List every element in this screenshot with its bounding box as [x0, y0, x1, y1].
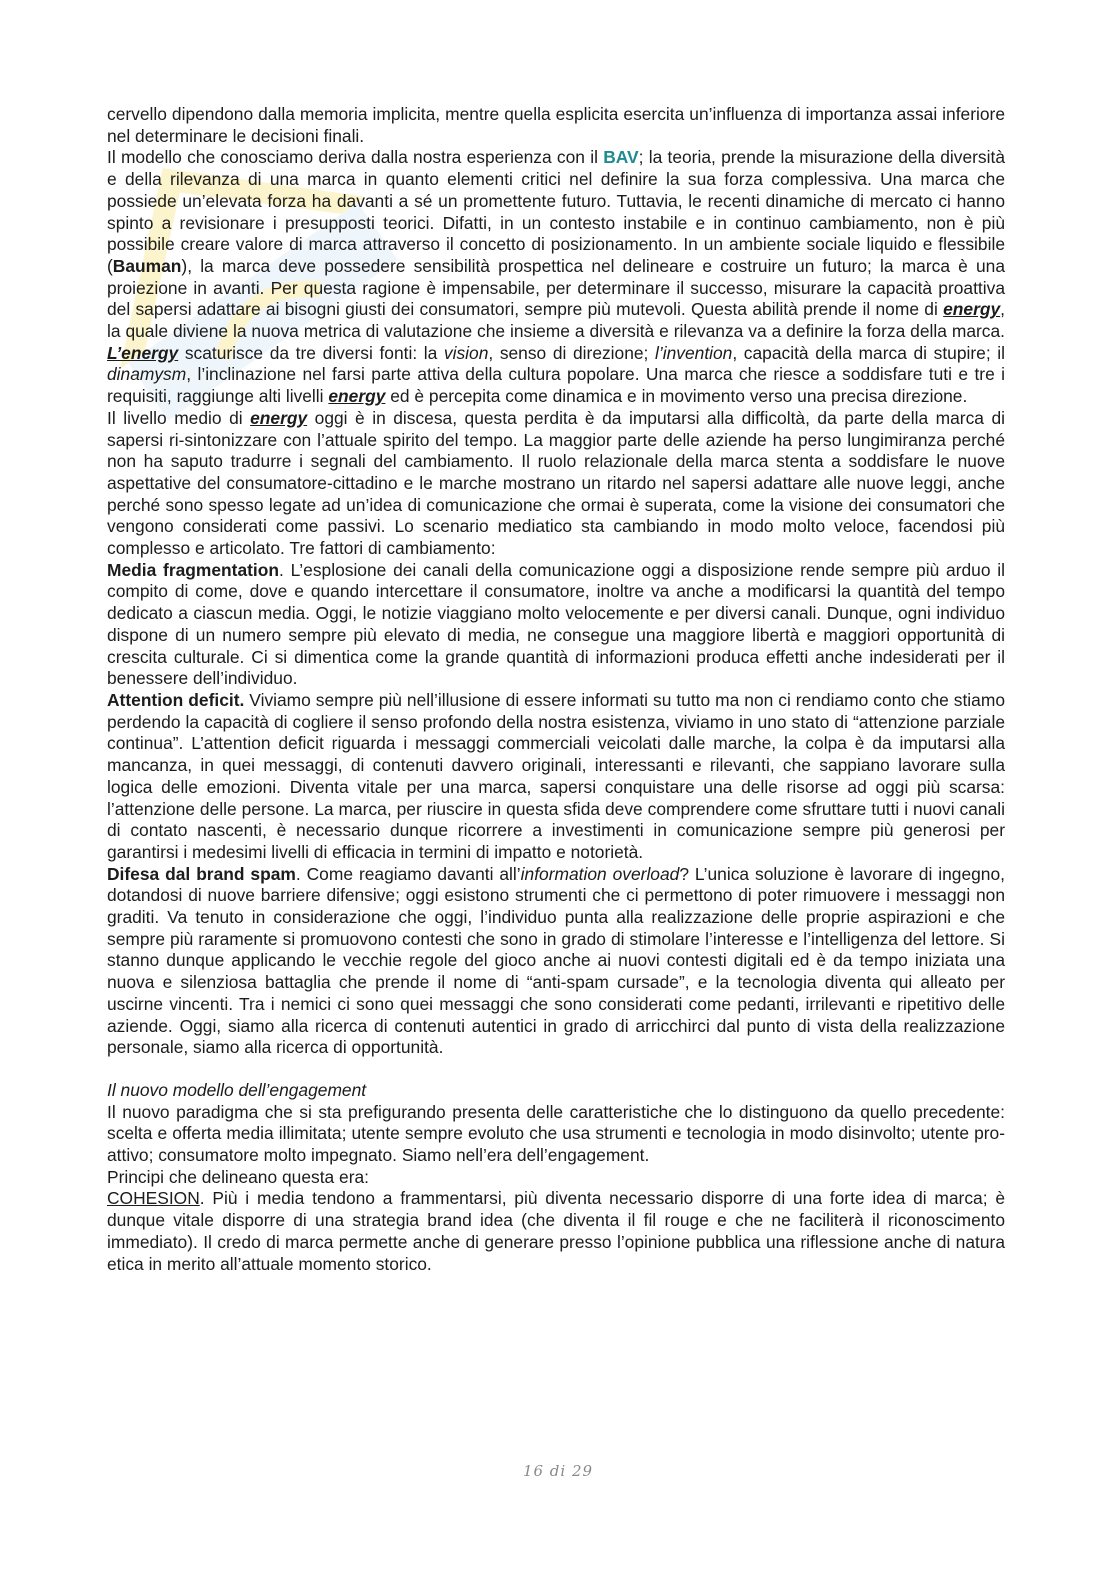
- energy-term: L’energy: [107, 342, 179, 363]
- paragraph-cohesion: COHESION. Più i media tendono a frammentarsi, più diventa necessario disporre di una forte idea di marca; è dunque vitale disporre di una strategia brand idea (che diventa il fil rouge e che ne faciliterà il riconoscimento immediato). Il credo di marca permette anche di generare presso l’opinione pubblica una riflessione anche di natura etica in merito all’attuale momento storico.: [107, 1188, 1005, 1274]
- paragraph-brand-spam: Difesa dal brand spam. Come reagiamo davanti all’information overload? L’unica soluzione è lavorare di ingegno, dotandosi di nuove barriere difensive; oggi esistono strumenti che ci permettono di poter rimuovere i messaggi non graditi. Va tenuto in considerazione che oggi, l’individuo punta alla realizzazione delle proprie aspirazioni e che sempre più raramente si promuovono contesti che sono in grado di stimolare l’interesse e l’intelligenza del lettore. Si stanno dunque applicando le vecchie regole del gioco anche ai nuovi contesti digitali ed è da tempo iniziata una nuova e silenziosa battaglia che prende il nome di “anti-spam cursade”, e la tecnologia diventa qui alleato per uscirne vincenti. Tra i nemici ci sono quei messaggi che sono considerati come pedanti, irrilevanti e ripetitivo delle aziende. Oggi, siamo alla ricerca di contenuti autentici in grado di arricchirci dal punto di vista della realizzazione personale, siamo alla ricerca di opportunità.: [107, 863, 1005, 1058]
- paragraph-media-fragmentation: Media fragmentation. L’esplosione dei canali della comunicazione oggi a disposizione rende sempre più arduo il compito di come, dove e quando intercettare il consumatore, inoltre va anche a modificarsi la quantità del tempo dedicato a ciascun media. Oggi, le notizie viaggiano molto velocemente e per diversi canali. Dunque, ogni individuo dispone di un numero sempre più elevato di media, ne consegue una maggiore libertà e maggiori opportunità di crescita culturale. Ci si dimentica come la grande quantità di informazioni produca effetti anche indesiderati per il benessere dell’individuo.: [107, 559, 1005, 689]
- energy-term: energy: [943, 299, 1001, 320]
- vision-term: vision: [443, 342, 489, 363]
- paragraph-new-paradigm: Il nuovo paradigma che si sta prefigurando presenta delle caratteristiche che lo distinguono da quello precedente: scelta e offerta media illimitata; utente sempre evoluto che usa strumenti e tecnologia in modo disinvolto; utente pro-attivo; consumatore molto impegnato. Siamo nell’era dell’engagement.: [107, 1101, 1005, 1166]
- information-overload-term: information overload: [520, 863, 680, 884]
- section-title: Il nuovo modello dell’engagement: [107, 1079, 367, 1100]
- brand-spam-heading: Difesa dal brand spam: [107, 863, 296, 884]
- paragraph-intro: cervello dipendono dalla memoria implicita, mentre quella esplicita esercita un’influenza di importanza assai inferiore nel determinare le decisioni finali.: [107, 104, 1005, 146]
- dinamysm-term: dinamysm: [107, 364, 187, 385]
- bav-term: BAV: [603, 147, 639, 168]
- paragraph-bav-model: Il modello che conosciamo deriva dalla nostra esperienza con il BAV; la teoria, prende la misurazione della diversità e della rilevanza di una marca in quanto elementi critici nel definire la sua forza complessiva. Una marca che possiede un’elevata forza ha davanti a sé un promettente futuro. Tuttavia, le recenti dinamiche di mercato ci hanno spinto a revisionare i presupposti teorici. Difatti, in un contesto instabile e in continuo cambiamento, non è più possibile creare valore di marca attraverso il concetto di posizionamento. In un ambiente sociale liquido e flessibile (Bauman), la marca deve possedere sensibilità prospettica nel delineare e costruire un futuro; la marca è una proiezione in avanti. Per questa ragione è impensabile, per determinare il successo, misurare la capacità proattiva del sapersi adattare ai bisogni giusti dei consumatori, sempre più mutevoli. Questa abilità prende il nome di energy, la quale diviene la nuova metrica di valutazione che insieme a diversità e rilevanza va a definire la forza della marca. L’energy scaturisce da tre diversi fonti: la vision, senso di direzione; l’invention, capacità della marca di stupire; il dinamysm, l’inclinazione nel farsi parte attiva della cultura popolare. Una marca che riesce a soddisfare tuti e tre i requisiti, raggiunge alti livelli energy ed è percepita come dinamica e in movimento verso una precisa direzione.: [107, 147, 1005, 407]
- energy-term: energy: [328, 386, 386, 407]
- paragraph-energy-decline: Il livello medio di energy oggi è in discesa, questa perdita è da imputarsi alla difficoltà, da parte della marca di sapersi ri-sintonizzare con l’attuale spirito del tempo. La maggior parte delle aziende ha perso lungimiranza perché non ha saputo tradurre i segnali del cambiamento. Il ruolo relazionale della marca stenta a soddisfare le nuove aspettative del consumatore-cittadino e le marche mostrano un ritardo nel sapersi adattare alle nuove leggi, anche perché sono spesso legate ad un’idea di comunicazione che ormai è superata, come la visione dei consumatori che vengono considerati come passivi. Lo scenario mediatico sta cambiando in modo molto veloce, facendosi più complesso e articolato. Tre fattori di cambiamento:: [107, 407, 1005, 559]
- attention-deficit-heading: Attention deficit.: [107, 689, 245, 710]
- cohesion-heading: COHESION: [107, 1188, 200, 1209]
- media-fragmentation-heading: Media fragmentation: [107, 559, 279, 580]
- bauman-term: Bauman: [112, 255, 182, 276]
- paragraph-attention-deficit: Attention deficit. Viviamo sempre più nell’illusione di essere informati su tutto ma non ci rendiamo conto che stiamo perdendo la capacità di cogliere il senso profondo della nostra esistenza, viviamo in uno stato di “attenzione parziale continua”. L’attention deficit riguarda i messaggi commerciali veicolati dalle marche, la colpa è da imputarsi alla mancanza, in quei messaggi, di contenuti davvero originali, interessanti e rilevanti, che sappiano lavorare sulla logica delle emozioni. Diventa vitale per una marca, sapersi conquistare una delle risorse ad oggi più scarsa: l’attenzione delle persone. La marca, per riuscire in questa sfida deve comprendere come sfruttare tutti i nuovi canali di contato nascenti, è necessario dunque ricorrere a investimenti in comunicazione sempre più generosi per garantirsi i medesimi livelli di efficacia in termini di impatto e notorietà.: [107, 689, 1005, 862]
- paragraph-principles-intro: Principi che delineano questa era:: [107, 1166, 369, 1187]
- page-number: 16 di 29: [522, 1462, 594, 1480]
- invention-term: l’invention: [655, 342, 733, 363]
- energy-term: energy: [250, 407, 308, 428]
- document-body: [107, 104, 1005, 1275]
